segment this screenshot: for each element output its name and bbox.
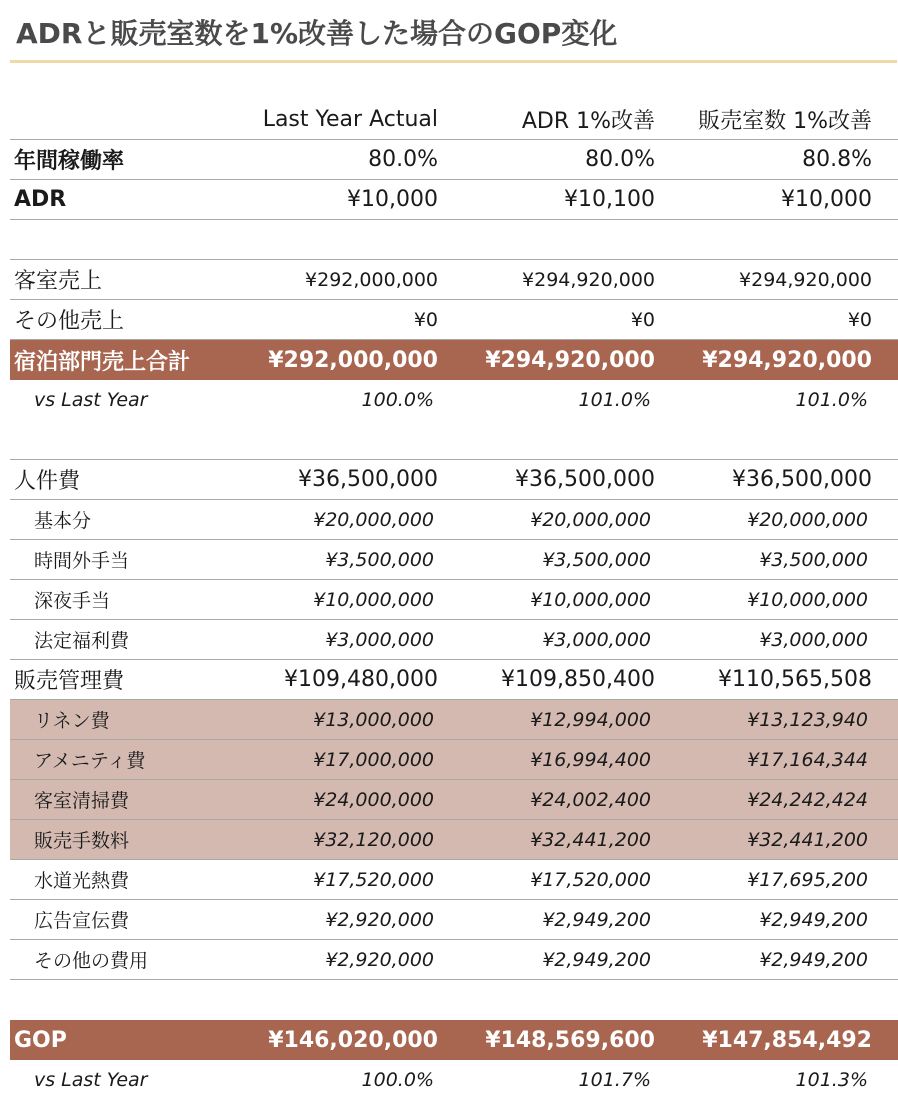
cell-value: ¥3,500,000 xyxy=(759,548,868,571)
row-advertising xyxy=(10,900,898,940)
cell-value: ¥20,000,000 xyxy=(313,508,434,531)
row-label: アメニティ費 xyxy=(34,750,146,772)
cell-value: ¥2,949,200 xyxy=(542,908,651,931)
cell-value: ¥2,949,200 xyxy=(759,908,868,931)
row-adr xyxy=(10,180,898,220)
cell-value: ¥17,520,000 xyxy=(530,868,651,891)
cell-value: ¥2,949,200 xyxy=(542,948,651,971)
spacer-row xyxy=(10,220,898,260)
row-label: 時間外手当 xyxy=(34,550,130,572)
row-label: 販売手数料 xyxy=(34,830,130,852)
cell-value: ¥294,920,000 xyxy=(702,347,872,373)
cell-value: ¥0 xyxy=(630,308,655,331)
row-cleaning xyxy=(10,780,898,820)
cell-value: ¥24,000,000 xyxy=(313,788,434,811)
row-label: 水道光熱費 xyxy=(34,870,130,892)
cell-value: ¥36,500,000 xyxy=(732,467,872,492)
cell-value: ¥10,000 xyxy=(781,187,872,212)
cell-value: ¥3,000,000 xyxy=(759,628,868,651)
header-last-year: Last Year Actual xyxy=(262,107,438,132)
cell-value: ¥10,000,000 xyxy=(313,588,434,611)
cell-value: ¥32,120,000 xyxy=(313,828,434,851)
cell-value: ¥110,565,508 xyxy=(718,667,872,692)
cell-value: 101.3% xyxy=(795,1069,868,1091)
cell-value: 101.0% xyxy=(795,389,868,411)
cell-value: ¥3,000,000 xyxy=(325,628,434,651)
cell-value: ¥24,242,424 xyxy=(747,788,868,811)
cell-value: ¥0 xyxy=(413,308,438,331)
row-label: リネン費 xyxy=(34,710,110,732)
row-room-revenue xyxy=(10,260,898,300)
row-welfare xyxy=(10,620,898,660)
row-label: 深夜手当 xyxy=(34,590,111,612)
row-label: 広告宣伝費 xyxy=(34,910,130,932)
cell-value: ¥109,480,000 xyxy=(284,667,438,692)
cell-value: ¥3,000,000 xyxy=(542,628,651,651)
cell-value: ¥36,500,000 xyxy=(298,467,438,492)
row-label: 宿泊部門売上合計 xyxy=(14,349,191,375)
cell-value: ¥109,850,400 xyxy=(501,667,655,692)
cell-value: ¥17,000,000 xyxy=(313,748,434,771)
cell-value: ¥292,000,000 xyxy=(268,347,438,373)
cell-value: ¥3,500,000 xyxy=(542,548,651,571)
row-gop-vs-last-year xyxy=(10,1060,898,1100)
gop-table xyxy=(10,100,898,1100)
cell-value: ¥148,569,600 xyxy=(485,1027,655,1053)
row-label: 法定福利費 xyxy=(34,630,130,652)
cell-value: ¥2,920,000 xyxy=(325,908,434,931)
row-rooms-vs-last-year xyxy=(10,380,898,420)
row-labor xyxy=(10,460,898,500)
cell-value: ¥12,994,000 xyxy=(530,708,651,731)
cell-value: ¥10,000 xyxy=(347,187,438,212)
header-rooms-improve: 販売室数 1%改善 xyxy=(698,109,872,134)
cell-value: ¥0 xyxy=(847,308,872,331)
row-utilities xyxy=(10,860,898,900)
cell-value: 100.0% xyxy=(361,1069,434,1091)
cell-value: ¥10,100 xyxy=(564,187,655,212)
cell-value: ¥294,920,000 xyxy=(522,268,655,291)
cell-value: ¥294,920,000 xyxy=(485,347,655,373)
row-label: 人件費 xyxy=(14,469,81,494)
spacer-row xyxy=(10,420,898,460)
row-gop xyxy=(10,1020,898,1060)
cell-value: ¥10,000,000 xyxy=(747,588,868,611)
cell-value: ¥17,695,200 xyxy=(747,868,868,891)
cell-value: ¥36,500,000 xyxy=(515,467,655,492)
cell-value: 80.8% xyxy=(802,147,872,172)
cell-value: ¥32,441,200 xyxy=(530,828,651,851)
spacer-row xyxy=(10,980,898,1020)
row-rooms-total xyxy=(10,340,898,380)
row-label: vs Last Year xyxy=(34,389,148,411)
row-commission xyxy=(10,820,898,860)
row-sga xyxy=(10,660,898,700)
row-other-revenue xyxy=(10,300,898,340)
row-base-pay xyxy=(10,500,898,540)
cell-value: 101.0% xyxy=(578,389,651,411)
row-label: 客室売上 xyxy=(14,269,103,294)
cell-value: ¥147,854,492 xyxy=(702,1027,872,1053)
row-label: 年間稼働率 xyxy=(14,149,125,174)
row-label: その他売上 xyxy=(14,309,125,334)
title-underline xyxy=(10,60,897,63)
cell-value: ¥17,520,000 xyxy=(313,868,434,891)
row-label: 販売管理費 xyxy=(14,669,125,694)
row-occupancy xyxy=(10,140,898,180)
table-header-row xyxy=(10,100,898,140)
row-night xyxy=(10,580,898,620)
cell-value: 100.0% xyxy=(361,389,434,411)
row-label: 客室清掃費 xyxy=(34,790,130,812)
cell-value: ¥2,920,000 xyxy=(325,948,434,971)
page-title: ADRと販売室数を1%改善した場合のGOP変化 xyxy=(16,17,618,50)
row-label: その他の費用 xyxy=(34,950,149,972)
cell-value: ¥17,164,344 xyxy=(747,748,868,771)
cell-value: ¥20,000,000 xyxy=(747,508,868,531)
cell-value: ¥16,994,400 xyxy=(530,748,651,771)
cell-value: ¥13,000,000 xyxy=(313,708,434,731)
cell-value: ¥10,000,000 xyxy=(530,588,651,611)
cell-value: ¥292,000,000 xyxy=(305,268,438,291)
cell-value: ¥20,000,000 xyxy=(530,508,651,531)
row-other-costs xyxy=(10,940,898,980)
cell-value: ¥24,002,400 xyxy=(530,788,651,811)
cell-value: ¥3,500,000 xyxy=(325,548,434,571)
cell-value: ¥13,123,940 xyxy=(747,708,868,731)
row-label: vs Last Year xyxy=(34,1069,148,1091)
cell-value: 101.7% xyxy=(578,1069,651,1091)
header-adr-improve: ADR 1%改善 xyxy=(521,109,655,134)
cell-value: ¥32,441,200 xyxy=(747,828,868,851)
cell-value: ¥2,949,200 xyxy=(759,948,868,971)
cell-value: ¥146,020,000 xyxy=(268,1027,438,1053)
cell-value: 80.0% xyxy=(585,147,655,172)
row-label: GOP xyxy=(14,1027,67,1053)
row-overtime xyxy=(10,540,898,580)
row-label: ADR xyxy=(14,187,67,212)
row-amenity xyxy=(10,740,898,780)
row-linen xyxy=(10,700,898,740)
row-label: 基本分 xyxy=(34,510,92,532)
cell-value: 80.0% xyxy=(368,147,438,172)
cell-value: ¥294,920,000 xyxy=(739,268,872,291)
